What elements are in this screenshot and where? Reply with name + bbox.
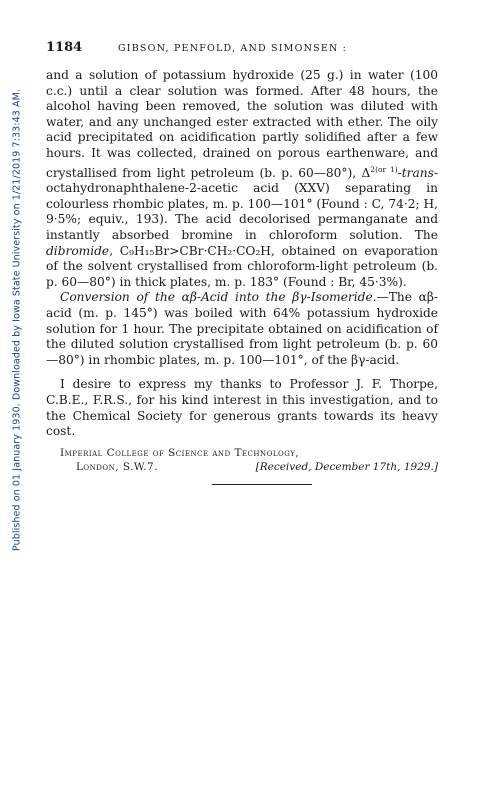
download-watermark-text: Published on 01 January 1930. Downloaded by Iowa State University on 1/21/2019 7:33:43 AM. (11, 88, 23, 552)
affiliation-block (46, 446, 438, 474)
download-watermark (12, 60, 22, 580)
conversion-text: —The αβ-acid (m. p. 145°) was boiled with 64% potassium hydroxide solution for 1 hour. The precipitate obtained on acidification of the diluted solution crystallised from light petroleum (b. p. 60—80°) in rhombic plates, m. p. 100—101°, of the βγ-acid. (46, 290, 438, 367)
paragraph-acknowledgement: I desire to express my thanks to Professor J. F. Thorpe, C.B.E., F.R.S., for his kind interest in this investigation, and to the Chemical Society for generous grants towards its heavy cost. (46, 377, 438, 439)
journal-page (46, 40, 438, 485)
para1-dash: - (397, 165, 402, 180)
end-rule (212, 484, 312, 485)
para1-dibromide: dibromide, (46, 243, 114, 258)
affiliation-college: Imperial College of Science and Technology, (60, 446, 300, 459)
paragraph-conversion (46, 290, 438, 368)
affiliation-city: London, S.W.7. (76, 460, 158, 473)
paragraph-experimental (46, 68, 438, 290)
received-date: [Received, December 17th, 1929.] (255, 460, 438, 473)
para1-part1: and a solution of potassium hydroxide (25 g.) in water (100 c.c.) until a clear solution was formed. After 48 hours, the alcohol having been removed, the solution was diluted with water, and any unchanged ester extracted with ether. The oily acid precipitated on acidification partly solidified after a few hours. It was collected, drained on porous earthenware, and crystallised from light petroleum (b. p. 60—80°), Δ (46, 68, 438, 180)
conversion-heading: Conversion of the αβ-Acid into the βγ-Isomeride. (60, 290, 377, 305)
running-header (46, 40, 438, 58)
para1-trans: trans (401, 165, 434, 180)
para1-part3: C₉H₁₅Br>CBr·CH₂·CO₂H, obtained on evaporation of the solvent crystallised from chloroform-light petroleum (b. p. 60—80°) in thick plates, m. p. 183° (Found : Br, 45·3%). (46, 243, 438, 289)
body-text (46, 68, 438, 440)
page-number: 1184 (46, 40, 83, 55)
para1-superscript: 2(or 1) (370, 164, 398, 174)
running-title: GIBSON, PENFOLD, AND SIMONSEN : (118, 43, 348, 54)
para1-part2: -octahydronaphthalene-2-acetic acid (XXV) separating in colourless rhombic plates, m. p. 100—101° (Found : C, 74·2; H, 9·5%; equiv., 193). The acid decolorised permanganate and instantly absorbed bromine in chloroform solution. The (46, 165, 438, 242)
